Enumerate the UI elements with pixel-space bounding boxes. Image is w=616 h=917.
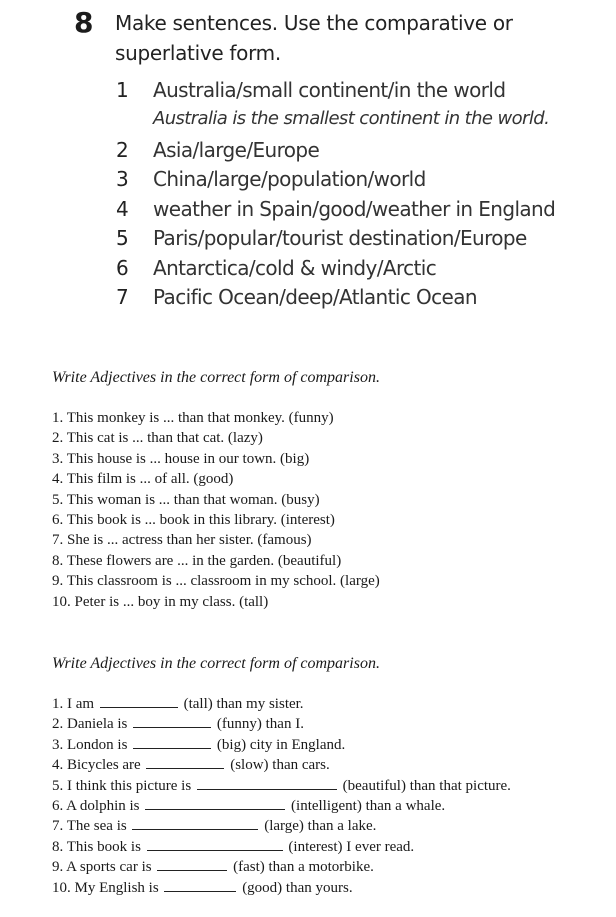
answer-blank[interactable] — [147, 837, 283, 851]
sentence-start: 4. Bicycles are — [52, 757, 141, 774]
sentence-line: 5. This woman is ... than that woman. (busy) — [52, 491, 320, 508]
answer-blank[interactable] — [146, 755, 224, 769]
sentence-start: 10. My English is — [52, 879, 159, 896]
sentence-start: 8. This book is — [52, 838, 141, 855]
item-number: 2 — [116, 138, 129, 162]
answer-blank[interactable] — [157, 857, 227, 871]
section-3 — [52, 654, 511, 898]
example-answer: Australia is the smallest continent in the world. — [153, 108, 550, 129]
fill-blank-line — [52, 714, 511, 734]
answer-blank[interactable] — [100, 694, 178, 708]
item-text: Asia/large/Europe — [153, 138, 320, 162]
sentence-end: (beautiful) than that picture. — [342, 777, 511, 794]
section-heading: Write Adjectives in the correct form of comparison. — [52, 655, 380, 672]
fill-blank-line — [52, 776, 511, 796]
fill-blank-line — [52, 755, 511, 775]
sentence-end: (tall) than my sister. — [183, 696, 304, 712]
sentence-line: 2. This cat is ... than that cat. (lazy) — [52, 430, 263, 447]
sentence-line: 9. This classroom is ... classroom in my school. (large) — [52, 573, 380, 590]
sentence-start: 7. The sea is — [52, 818, 127, 835]
sentence-end: (good) than yours. — [242, 879, 353, 896]
sentence-start: 6. A dolphin is — [52, 797, 140, 814]
fill-blank-line — [52, 694, 511, 714]
item-number: 3 — [116, 167, 129, 191]
sentence-start: 3. London is — [52, 736, 128, 753]
section-2 — [52, 368, 380, 612]
item-number: 6 — [116, 256, 129, 280]
answer-blank[interactable] — [132, 816, 258, 830]
item-text: Antarctica/cold & windy/Arctic — [153, 256, 437, 280]
fill-blank-line — [52, 857, 511, 877]
fill-blank-line — [52, 878, 511, 898]
sentence-line: 3. This house is ... house in our town. (big) — [52, 450, 310, 467]
sentence-start: 1. I am — [52, 696, 95, 712]
item-text: weather in Spain/good/weather in England — [153, 197, 556, 221]
item-text: Pacific Ocean/deep/Atlantic Ocean — [153, 285, 477, 309]
item-text: Paris/popular/tourist destination/Europe — [153, 226, 527, 250]
sentence-line: 10. Peter is ... boy in my class. (tall) — [52, 593, 269, 610]
section-heading: Write Adjectives in the correct form of comparison. — [52, 369, 380, 386]
exercise-instruction: Make sentences. Use the comparative or superlative form. — [115, 11, 513, 65]
sentence-end: (intelligent) than a whale. — [291, 797, 446, 814]
sentence-end: (big) city in England. — [216, 736, 346, 753]
fill-blank-line — [52, 796, 511, 816]
sentence-list — [52, 408, 380, 612]
answer-blank[interactable] — [164, 878, 236, 892]
sentence-start: 9. A sports car is — [52, 859, 152, 876]
item-number: 4 — [116, 197, 129, 221]
answer-blank[interactable] — [145, 796, 285, 810]
sentence-start: 2. Daniela is — [52, 716, 128, 733]
item-number: 5 — [116, 226, 129, 250]
sentence-start: 5. I think this picture is — [52, 777, 192, 794]
fill-blank-list — [52, 694, 511, 898]
sentence-end: (slow) than cars. — [230, 757, 330, 774]
sentence-end: (interest) I ever read. — [288, 838, 415, 855]
exercise-8 — [0, 0, 616, 330]
item-number: 1 — [116, 78, 129, 102]
sentence-line: 1. This monkey is ... than that monkey. (funny) — [52, 410, 334, 426]
fill-blank-line — [52, 816, 511, 836]
exercise-number: 8 — [74, 6, 94, 39]
item-text: Australia/small continent/in the world — [153, 78, 506, 102]
answer-blank[interactable] — [133, 735, 211, 749]
sentence-line: 6. This book is ... book in this library. (interest) — [52, 511, 335, 528]
sentence-end: (large) than a lake. — [264, 818, 377, 835]
sentence-end: (fast) than a motorbike. — [233, 859, 374, 876]
fill-blank-line — [52, 735, 511, 755]
sentence-line: 4. This film is ... of all. (good) — [52, 471, 234, 488]
fill-blank-line — [52, 837, 511, 857]
answer-blank[interactable] — [133, 714, 211, 728]
item-text: China/large/population/world — [153, 167, 426, 191]
sentence-line: 8. These flowers are ... in the garden. (beautiful) — [52, 552, 342, 569]
sentence-end: (funny) than I. — [216, 716, 304, 733]
sentence-line: 7. She is ... actress than her sister. (famous) — [52, 532, 312, 549]
answer-blank[interactable] — [197, 776, 337, 790]
item-number: 7 — [116, 285, 129, 309]
